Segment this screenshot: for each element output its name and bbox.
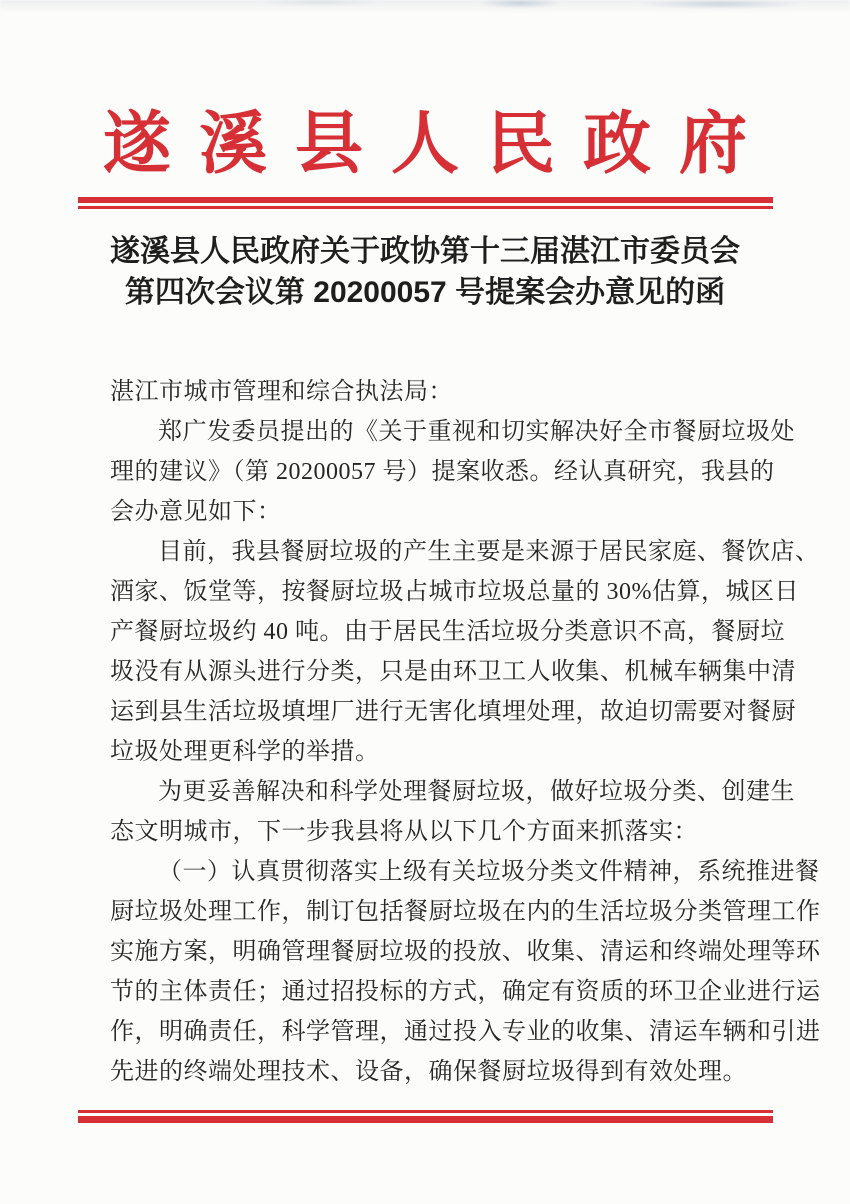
body-line: 节的主体责任；通过招投标的方式，确定有资质的环卫企业进行运 xyxy=(110,979,821,1005)
letterhead-issuer: 遂溪县人民政府 xyxy=(102,106,775,182)
scan-artifact xyxy=(0,0,850,16)
body-line: 会办意见如下： xyxy=(110,499,282,525)
document-title xyxy=(0,231,850,313)
document-title-line1: 遂溪县人民政府关于政协第十三届湛江市委员会 xyxy=(110,235,740,268)
body-line: 产餐厨垃圾约 40 吨。由于居民生活垃圾分类意识不高，餐厨垃 xyxy=(110,619,785,645)
body-line: （一）认真贯彻落实上级有关垃圾分类文件精神，系统推进餐 xyxy=(158,859,820,885)
body-line: 垃圾处理更科学的举措。 xyxy=(110,739,380,765)
body-line: 为更妥善解决和科学处理餐厨垃圾，做好垃圾分类、创建生 xyxy=(158,779,795,805)
body-line: 郑广发委员提出的《关于重视和切实解决好全市餐厨垃圾处 xyxy=(158,419,795,445)
document-body xyxy=(110,372,821,1092)
footer-rule-thick xyxy=(78,1116,773,1123)
letterhead-rule-thin xyxy=(78,206,773,209)
body-line: 厨垃圾处理工作，制订包括餐厨垃圾在内的生活垃圾分类管理工作 xyxy=(110,899,821,925)
body-line: 实施方案，明确管理餐厨垃圾的投放、收集、清运和终端处理等环 xyxy=(110,939,821,965)
body-line: 湛江市城市管理和综合执法局： xyxy=(110,379,453,405)
document-title-line2: 第四次会议第 20200057 号提案会办意见的函 xyxy=(124,276,726,309)
body-line: 先进的终端处理技术、设备，确保餐厨垃圾得到有效处理。 xyxy=(110,1059,747,1085)
body-line: 目前，我县餐厨垃圾的产生主要是来源于居民家庭、餐饮店、 xyxy=(158,539,820,565)
body-line: 酒家、饭堂等，按餐厨垃圾占城市垃圾总量的 30%估算，城区日 xyxy=(110,579,799,605)
body-line: 圾没有从源头进行分类，只是由环卫工人收集、机械车辆集中清 xyxy=(110,659,796,685)
body-line: 态文明城市，下一步我县将从以下几个方面来抓落实： xyxy=(110,819,698,845)
body-line: 运到县生活垃圾填埋厂进行无害化填埋处理，故迫切需要对餐厨 xyxy=(110,699,796,725)
letterhead-rule-thick xyxy=(78,197,773,203)
footer-rule-thin xyxy=(78,1110,773,1113)
body-line: 理的建议》（第 20200057 号）提案收悉。经认真研究，我县的 xyxy=(110,459,775,485)
body-line: 作，明确责任，科学管理，通过投入专业的收集、清运车辆和引进 xyxy=(110,1019,821,1045)
